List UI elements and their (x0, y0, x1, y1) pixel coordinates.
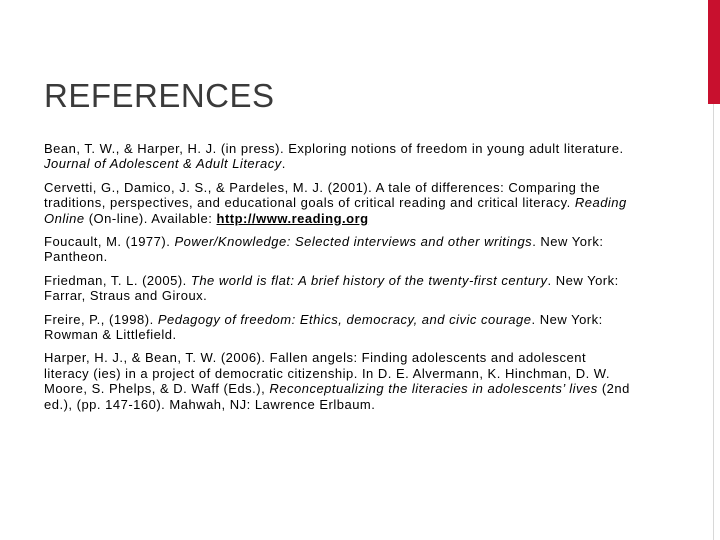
side-rule (713, 104, 714, 540)
reference-text: . New York: Pantheon. (44, 234, 604, 265)
reference-entry (44, 234, 634, 265)
reference-text: (2nd ed.), (pp. 147-160). Mahwah, NJ: Lawrence Erlbaum. (44, 381, 630, 412)
reference-title: The world is flat: A brief history of the twenty-first century (190, 272, 548, 288)
reference-text: (On-line). Available: (84, 210, 217, 226)
reference-text: Freire, P., (1998). (44, 311, 158, 327)
reference-entry (44, 180, 634, 226)
reference-entry (44, 350, 634, 412)
reference-entry (44, 312, 634, 343)
reference-title: Pedagogy of freedom: Ethics, democracy, and civic courage (157, 311, 532, 327)
slide-title: REFERENCES (44, 77, 275, 114)
reference-text: Foucault, M. (1977). (44, 234, 175, 250)
reference-text: Harper, H. J., & Bean, T. W. (2006). Fallen angels: Finding adolescents and adolescent literacy (ies) in a project of democratic citizenship. In D. E. Alvermann, K. Hinchman, D. W. Moore, S. Phelps, & D. Waff (Eds.), (44, 350, 610, 397)
reference-title: Power/Knowledge: Selected interviews and other writings (174, 234, 533, 250)
reference-text: Cervetti, G., Damico, J. S., & Pardeles, M. J. (2001). A tale of differences: Comparing the traditions, perspectives, and educational goals of critical reading and critical literacy. (44, 179, 601, 211)
reference-entry (44, 141, 634, 172)
reference-title: Reconceptualizing the literacies in adolescents’ lives (269, 381, 598, 397)
reference-text: . New York: Farrar, Straus and Giroux. (44, 272, 619, 304)
accent-bar (708, 0, 720, 104)
reference-entry (44, 273, 634, 304)
reference-title: Reading Online (44, 195, 627, 226)
reference-text: . (281, 156, 286, 172)
reference-link[interactable]: http://www.reading.org (216, 210, 369, 226)
reference-title: Journal of Adolescent & Adult Literacy (44, 156, 282, 172)
reference-text: Bean, T. W., & Harper, H. J. (in press). Exploring notions of freedom in young adult literature. (44, 141, 624, 156)
reference-text: Friedman, T. L. (2005). (44, 272, 191, 288)
reference-text: . New York: Rowman & Littlefield. (44, 311, 603, 343)
reference-list (44, 141, 634, 420)
